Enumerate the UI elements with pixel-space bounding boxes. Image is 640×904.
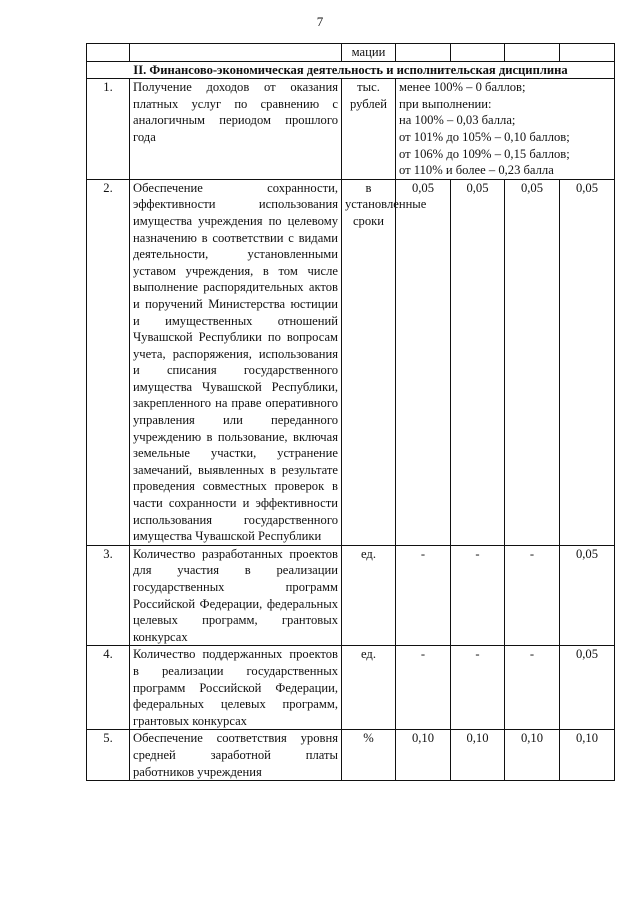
criteria-line: на 100% – 0,03 балла; [399,113,516,128]
section-header-row [87,61,615,79]
row-value: 0,05 [396,179,451,545]
indicators-table [86,43,615,781]
cell-unit: мации [342,44,396,62]
cell-value [396,44,451,62]
page-number: 7 [316,14,324,29]
row-value: 0,10 [505,730,560,781]
row-description: Обеспечение сохранности, эффективности использования имущества учреждения по целевому назначению в соответствии с видами деятельности, установленными уставом учреждения, в том числе выполнение распорядительных актов и поручений Министерства юстиции и имущественных отношений Чувашской Республики по вопросам учета, распоряжения, использования и списания государственного имущества Чувашской Республики, закрепленного на праве оперативного управления или переданного учреждению в пользование, включая земельные участки, устранение замечаний, выявленных в результате проведения совместных проверок в части сохранности и эффективности использования государственного имущества Чувашской Республики [130,179,342,545]
row-value: - [396,545,451,646]
row-value: 0,05 [451,179,505,545]
row-value: 0,05 [560,179,615,545]
row-value: 0,05 [505,179,560,545]
cell-num [87,44,130,62]
row-value: 0,10 [451,730,505,781]
row-description: Обеспечение соответствия уровня средней заработной платы работников учреждения [130,730,342,781]
row-number: 2. [87,179,130,545]
table-row [87,545,615,646]
row-value: - [505,646,560,730]
row-unit: ед. [342,646,396,730]
table-row [87,646,615,730]
row-value: 0,10 [396,730,451,781]
row-number: 3. [87,545,130,646]
row-unit: тыс. рублей [342,79,396,180]
row-description: Количество поддержанных проектов в реализации государственных программ Российской Федерации, федеральных целевых программ, грантовых конкурсах [130,646,342,730]
table-row [87,79,615,180]
row-number: 4. [87,646,130,730]
cell-desc [130,44,342,62]
row-unit: % [342,730,396,781]
row-value: 0,05 [560,545,615,646]
criteria-line: при выполнении: [399,96,492,111]
row-unit: ед. [342,545,396,646]
row-number: 1. [87,79,130,180]
table-row [87,179,615,545]
cell-value [505,44,560,62]
row-value: - [505,545,560,646]
section-title: II. Финансово-экономическая деятельность и исполнительская дисциплина [87,61,615,79]
row-description: Получение доходов от оказания платных услуг по сравнению с аналогичным периодом прошлого года [130,79,342,180]
cell-value [451,44,505,62]
row-value: 0,05 [560,646,615,730]
criteria-line: от 110% и более – 0,23 балла [399,163,554,178]
row-value: 0,10 [560,730,615,781]
continuation-row [87,44,615,62]
row-criteria [396,79,615,180]
row-value: - [451,545,505,646]
row-description: Количество разработанных проектов для участия в реализации государственных программ Российской Федерации, федеральных целевых программ, грантовых конкурсах [130,545,342,646]
row-number: 5. [87,730,130,781]
table-row [87,730,615,781]
criteria-line: менее 100% – 0 баллов; [399,80,526,95]
row-value: - [396,646,451,730]
criteria-line: от 106% до 109% – 0,15 баллов; [399,146,570,161]
row-value: - [451,646,505,730]
criteria-line: от 101% до 105% – 0,10 баллов; [399,129,570,144]
cell-value [560,44,615,62]
row-unit: в установленные сроки [342,179,396,545]
